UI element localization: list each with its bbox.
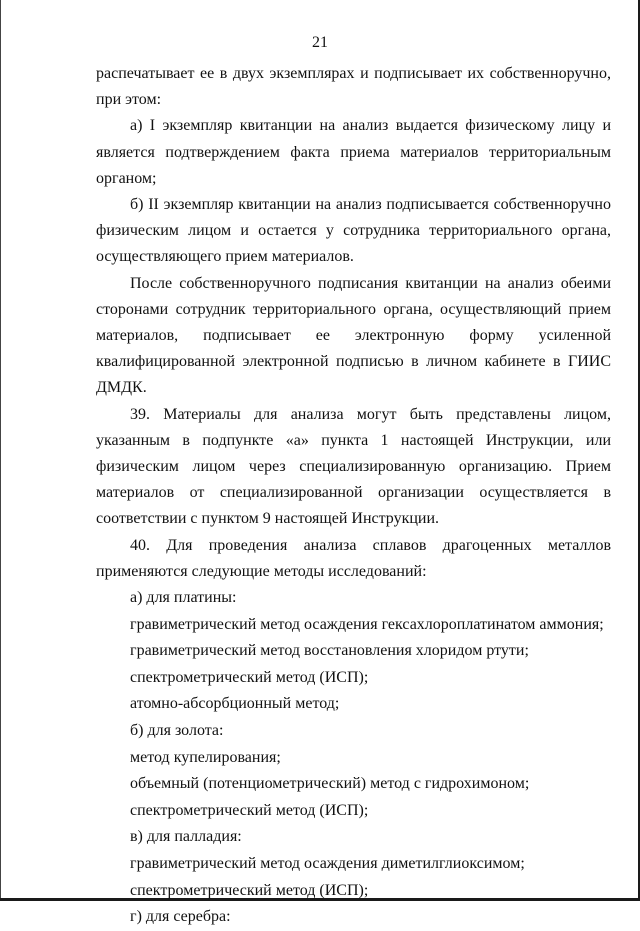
list-item-silver-heading: г) для серебра: bbox=[130, 908, 231, 926]
paragraph-continuation: распечатывает ее в двух экземплярах и подписывает их собственноручно, при этом: bbox=[96, 65, 611, 109]
list-item-platinum-heading: а) для платины: bbox=[130, 589, 237, 607]
list-item: гравиметрический метод осаждения диметилглиоксимом; bbox=[130, 855, 525, 872]
list-item: гравиметрический метод осаждения гексахлороплатинатом аммония; bbox=[130, 615, 604, 633]
paragraph-receipt-copy-2: б) II экземпляр квитанции на анализ подписывается собственноручно физическим лицом и остается у сотрудника территориального органа, осуществляющего прием материалов. bbox=[96, 196, 611, 266]
scan-edge-left bbox=[0, 0, 1, 901]
list-item: гравиметрический метод восстановления хлоридом ртути; bbox=[130, 642, 529, 660]
list-item: спектрометрический метод (ИСП); bbox=[130, 881, 369, 899]
list-item: объемный (потенциометрический) метод с гидрохимоном; bbox=[130, 775, 530, 793]
paragraph-item-40: 40. Для проведения анализа сплавов драгоценных металлов применяются следующие методы исследований: bbox=[96, 536, 611, 580]
paragraph-receipt-copy-1: а) I экземпляр квитанции на анализ выдается физическому лицу и является подтверждением факта приема материалов территориальным органом; bbox=[96, 117, 611, 187]
document-body bbox=[96, 61, 611, 931]
list-item-palladium-heading: в) для палладия: bbox=[130, 828, 242, 846]
paragraph-electronic-signature: После собственноручного подписания квитанции на анализ обеими сторонами сотрудник территориального органа, осуществляющий прием материалов, подписывает ее электронную форму усиленной квалифицированной электронной подписью в личном кабинете в ГИИС ДМДК. bbox=[96, 274, 611, 397]
list-item-gold-heading: б) для золота: bbox=[130, 722, 224, 740]
list-item: спектрометрический метод (ИСП); bbox=[130, 801, 369, 819]
paragraph-item-39: 39. Материалы для анализа могут быть представлены лицом, указанным в подпункте «а» пункта 1 настоящей Инструкции, или физическим лицом через специализированную организацию. Прием материалов от специализированной организации осуществляется в соответствии с пунктом 9 настоящей Инструкции. bbox=[96, 405, 611, 528]
list-item: атомно-абсорбционный метод; bbox=[130, 695, 340, 713]
list-item: метод купелирования; bbox=[130, 748, 281, 766]
page-number: 21 bbox=[312, 34, 328, 51]
list-item: спектрометрический метод (ИСП); bbox=[130, 668, 369, 686]
